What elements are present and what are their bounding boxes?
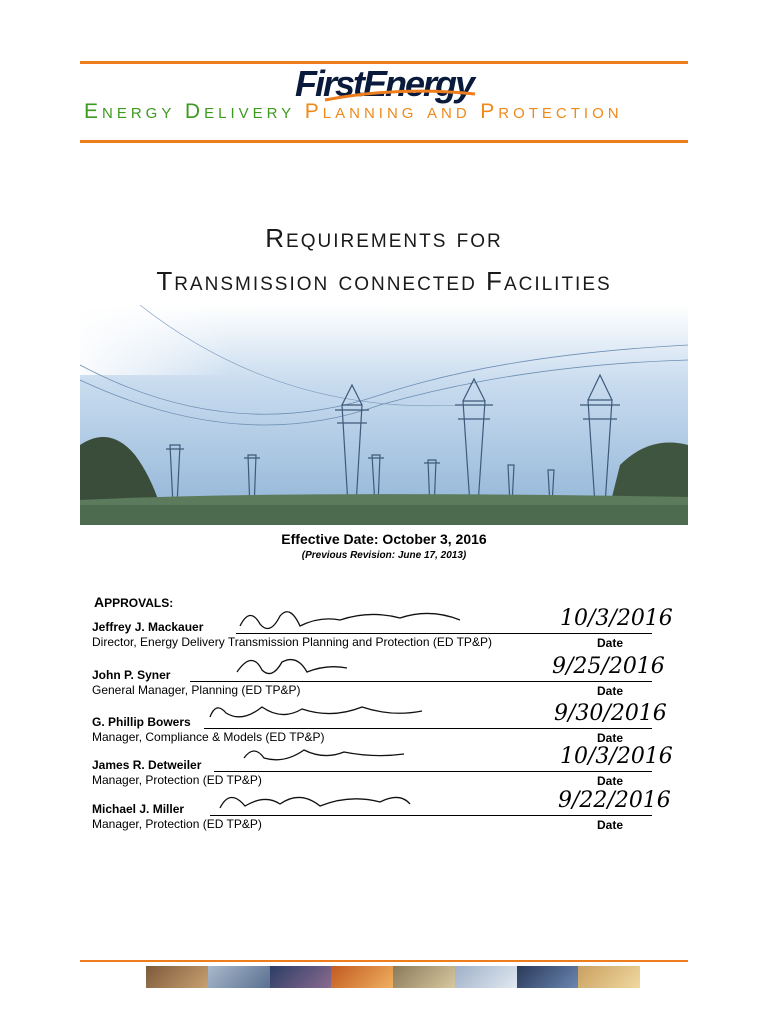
header-rule-bottom: [80, 140, 688, 143]
approval-row: [92, 788, 671, 832]
signed-date: 9/30/2016: [554, 701, 667, 726]
approver-title: General Manager, Planning (ED TP&P): [92, 683, 301, 697]
signed-date: 10/3/2016: [560, 744, 673, 769]
approver-name: Jeffrey J. Mackauer: [92, 620, 204, 634]
approver-name: John P. Syner: [92, 668, 171, 682]
approval-row: [92, 654, 665, 698]
effective-date: Effective Date: October 3, 2016: [281, 531, 487, 547]
date-label: Date: [596, 818, 623, 832]
signature-icon: [202, 701, 432, 731]
signature-icon: [230, 606, 470, 636]
title-word: PLANNING: [304, 100, 418, 123]
approver-title: Director, Energy Delivery Transmission Planning and Protection (ED TP&P): [92, 635, 492, 649]
approval-row: [92, 701, 667, 745]
title-word: DELIVERY: [184, 100, 296, 123]
signature-icon: [234, 744, 414, 774]
approval-row: [92, 606, 673, 650]
footer-photo-strip: [146, 966, 640, 988]
approver-title: Manager, Protection (ED TP&P): [92, 773, 262, 787]
footer-rule: [80, 960, 688, 962]
approver-name: James R. Detweiler: [92, 758, 202, 772]
approver-name: Michael J. Miller: [92, 802, 185, 816]
approval-row: [92, 744, 673, 788]
signed-date: 9/25/2016: [552, 654, 665, 679]
transmission-towers-photo: [80, 305, 688, 525]
date-label: Date: [596, 684, 623, 698]
date-label: Date: [596, 731, 623, 745]
signature-icon: [210, 788, 420, 818]
approver-name: G. Phillip Bowers: [92, 715, 191, 729]
title-word: TRANSMISSION: [156, 266, 330, 296]
document-title-line-2: [0, 265, 768, 301]
firstenergy-logo: FirstEnergy: [294, 63, 474, 104]
previous-revision-date: (Previous Revision: June 17, 2013): [301, 550, 467, 561]
title-word: FACILITIES: [486, 266, 612, 296]
signature-icon: [227, 654, 367, 684]
approver-title: Manager, Compliance & Models (ED TP&P): [92, 730, 325, 744]
title-word: ENERGY: [84, 100, 176, 123]
approver-title: Manager, Protection (ED TP&P): [92, 817, 262, 831]
title-word: PROTECTION: [480, 100, 623, 123]
title-word: AND: [427, 105, 471, 122]
signed-date: 10/3/2016: [560, 606, 673, 631]
date-label: Date: [596, 774, 623, 788]
title-word: REQUIREMENTS: [265, 223, 448, 253]
signed-date: 9/22/2016: [558, 788, 671, 813]
title-word: FOR: [456, 231, 503, 252]
department-name: [84, 98, 684, 128]
title-word: CONNECTED: [338, 274, 477, 295]
document-title-line-1: [0, 222, 768, 258]
date-label: Date: [596, 636, 623, 650]
approvals-heading: APPROVALS:: [94, 594, 174, 610]
